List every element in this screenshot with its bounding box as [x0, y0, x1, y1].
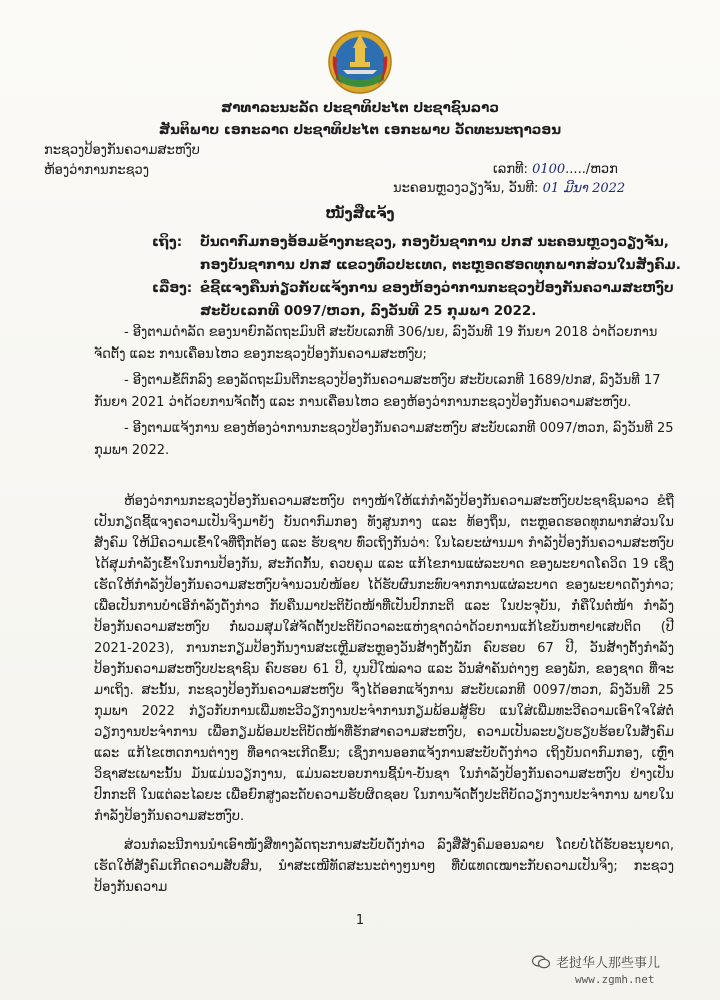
page-number: 1	[355, 913, 365, 928]
document-title: ໜັງສືແຈ້ງ	[325, 206, 395, 222]
country-name: ສາທາລະນະລັດ ປະຊາທິປະໄຕ ປະຊາຊົນລາວ	[221, 100, 499, 116]
document-number-suffix: /ຫວກ	[585, 162, 618, 177]
body-paragraph: ສ່ວນກໍລະນີການນຳເອົາໜັງສືທາງລັດຖະການສະບັບດັ່ງກ່າວ ລົງສື່ສັງຄົມອອນລາຍ ໂດຍບໍ່ໄດ້ຮັບອະນຸຍາດ, ເຮັດໃຫ້ສັງຄົມເກີດຄວາມສັບສົນ, ນຳສະເໜີທັດສະນະຕ່າງໆນາໆ ທີ່ບໍ່ແທດເໝາະກັບຄວາມເປັນຈິງ; ກະຊວງປ້ອງກັນຄວາມ	[94, 838, 674, 895]
subject-line-2: ສະບັບເລກທີ 0097/ຫວກ, ລົງວັນທີ 25 ກຸມພາ 2022.	[200, 303, 537, 319]
recipients-line-2: ກອງບັນຊາການ ປກສ ແຂວງທົ່ວປະເທດ, ຕະຫຼອດຮອດທຸກພາກສ່ວນໃນສັງຄົມ.	[200, 257, 681, 273]
date-line	[393, 181, 625, 196]
date-value: 01 ມີນາ 2022	[542, 181, 626, 196]
recipients-label: ເຖິງ:	[152, 234, 183, 250]
subject-label: ເລື່ອງ:	[152, 280, 193, 296]
office-name: ຫ້ອງວ່າການກະຊວງ	[44, 163, 149, 178]
reference-item: - ອີງຕາມຂໍ້ຕົກລົງ ຂອງລັດຖະມົນຕີກະຊວງປ້ອງກັນຄວາມສະຫງົບ ສະບັບເລກທີ 1689/ປກສ, ລົງວັນທີ 17 ກັນຍາ 2021 ວ່າດ້ວຍການຈັດຕັ້ງ ແລະ ການເຄື່ອນໄຫວ ຂອງຫ້ອງວ່າການກະຊວງປ້ອງກັນຄວາມສະຫງົບ.	[94, 373, 661, 410]
national-motto: ສັນຕິພາບ ເອກະລາດ ປະຊາທິປະໄຕ ເອກະພາບ ວັດທະນະຖາວອນ	[158, 122, 562, 138]
date-prefix: ນະຄອນຫຼວງວຽງຈັນ, ວັນທີ:	[393, 181, 539, 196]
body-text	[94, 491, 674, 906]
document-number	[493, 162, 618, 177]
ministry-name: ກະຊວງປ້ອງກັນຄວາມສະຫງົບ	[44, 143, 200, 158]
body-paragraph: ຫ້ອງວ່າການກະຊວງປ້ອງກັນຄວາມສະຫງົບ ຕາງໜ້າໃຫ້ແກ່ກຳລັງປ້ອງກັນຄວາມສະຫງົບປະຊາຊົນລາວ ຂໍຖືເປັນກຽດຊີ້ແຈງຄວາມເປັນຈິງມາຍັງ ບັນດາກົມກອງ ທັງສູນກາງ ແລະ ທ້ອງຖິ່ນ, ຕະຫຼອດຮອດທຸກພາກສ່ວນໃນສັງຄົມ ໃຫ້ມີຄວາມເຂົ້າໃຈທີ່ຖືກຕ້ອງ ແລະ ຮັບຊາບ ທົ່ວເຖິງກັນວ່າ: ໃນໄລຍະຜ່ານມາ ກຳລັງປ້ອງກັນຄວາມສະຫງົບ ໄດ້ສຸມກຳລັງເຂົ້າໃນການປ້ອງກັນ, ສະກັດກັ້ນ, ຄວບຄຸມ ແລະ ແກ້ໄຂການແຜ່ລະບາດ ຂອງພະຍາດໂຄວິດ 19 ເຊິ່ງເຮັດໃຫ້ກຳລັງປ້ອງກັນຄວາມສະຫງົບຈຳນວນບໍ່ໜ້ອຍ ໄດ້ຮັບຜົນກະທົບຈາກການແຜ່ລະບາດ ຂອງພະຍາດດັ່ງກ່າວ; ເພື່ອເປັນການບຳເອີກຳລັງດັ່ງກ່າວ ກັບຄືນມາປະຕິບັດໜ້າທີ່ເປັນປົກກະຕິ ແລະ ໃນປະຈຸບັນ, ກໍ່ຄືໃນຕໍ່ໜ້າ ກຳລັງປ້ອງກັນຄວາມສະຫງົບ ກໍ່ພວມສຸມໃສ່ຈັດຕັ້ງປະຕິບັດວາລະແຫ່ງຊາດວ່າດ້ວຍການແກ້ໄຂບັນຫາຢາເສບຕິດ (ປີ 2021-2023), ການກະກຽມປ້ອງກັນງານສະເຫຼີມສະຫຼອງວັນສ້າງຕັ້ງພັກ ຄົບຮອບ 67 ປີ, ວັນສ້າງຕັ້ງກຳລັງປ້ອງກັນຄວາມສະຫງົບປະຊາຊົນ ຄົບຮອບ 61 ປີ, ບຸນປີໃໝ່ລາວ ແລະ ວັນສຳຄັນຕ່າງໆ ຂອງພັກ, ຂອງຊາດ ທີ່ຈະມາເຖິງ. ສະນັ້ນ, ກະຊວງປ້ອງກັນຄວາມສະຫງົບ ຈຶ່ງໄດ້ອອກແຈ້ງການ ສະບັບເລກທີ 0097/ຫວກ, ລົງວັນທີ 25 ກຸມພາ 2022 ກ່ຽວກັບການເພີ່ມທະວີວຽກງານປະຈຳການກຽມພ້ອມສູ້ຮົບ ແນໃສ່ເພີ່ມທະວີຄວາມເອົາໃຈໃສ່ຕໍ່ວຽກງານປະຈຳການ ເພື່ອກຽມພ້ອມປະຕິບັດໜ້າທີ່ຮັກສາຄວາມສະຫງົບ, ຄວາມເປັນລະບຽບຮຽບຮ້ອຍໃນສັງຄົມ ແລະ ແກ້ໄຂເຫດການຕ່າງໆ ທີ່ອາດຈະເກີດຂຶ້ນ; ເຊິ່ງການອອກແຈ້ງການສະບັບດັ່ງກ່າວ ເຖິງບັນດາກົມກອງ, ເຫຼົ່າວິຊາສະເພາະນັ້ນ ມັນແມ່ນວຽກງານ, ແມ່ນລະບອບການຊີ້ນຳ-ບັນຊາ ໃນກຳລັງປ້ອງກັນຄວາມສະຫງົບ ຢ່າງເປັນປົກກະຕິ ໃນແຕ່ລະໄລຍະ ເພື່ອຍົກສູງລະດັບຄວາມຮັບຜິດຊອບ ໃນການຈັດຕັ້ງປະຕິບັດວຽກງານປະຈຳການ ພາຍໃນກຳລັງປ້ອງກັນຄວາມສະຫງົບ.	[94, 494, 674, 824]
watermark-label: 老挝华人那些事儿	[556, 956, 661, 971]
reference-item: - ອີງຕາມດຳລັດ ຂອງນາຍົກລັດຖະມົນຕີ ສະບັບເລກທີ 306/ນຍ, ລົງວັນທີ 19 ກັນຍາ 2018 ວ່າດ້ວຍການຈັດຕັ້ງ ແລະ ການເຄື່ອນໄຫວ ຂອງກະຊວງປ້ອງກັນຄວາມສະຫງົບ;	[94, 325, 658, 362]
recipients-line-1: ບັນດາກົມກອງອ້ອມຂ້າງກະຊວງ, ກອງບັນຊາການ ປກສ ນະຄອນຫຼວງວຽງຈັນ,	[200, 234, 669, 250]
watermark-site: www.zgmh.net	[575, 973, 655, 986]
references-list	[94, 322, 674, 466]
document-number-value: 0100	[532, 162, 566, 177]
document-number-label: ເລກທີ:	[493, 162, 528, 177]
document-number-dots: .....	[565, 162, 586, 177]
recipients-block	[152, 231, 682, 277]
national-emblem-icon	[323, 26, 397, 96]
subject-line-1: ຂໍຊີ້ແຈງຄືນກ່ຽວກັບແຈ້ງການ ຂອງຫ້ອງວ່າການກະຊວງປ້ອງກັນຄວາມສະຫງົບ	[200, 280, 674, 296]
watermark	[532, 952, 660, 971]
subject-block	[152, 277, 682, 323]
reference-item: - ອີງຕາມແຈ້ງການ ຂອງຫ້ອງວ່າການກະຊວງປ້ອງກັນຄວາມສະຫງົບ ສະບັບເລກທີ 0097/ຫວກ, ລົງວັນທີ 25 ກຸມພາ 2022.	[94, 421, 674, 458]
chat-bubble-icon	[532, 955, 550, 969]
